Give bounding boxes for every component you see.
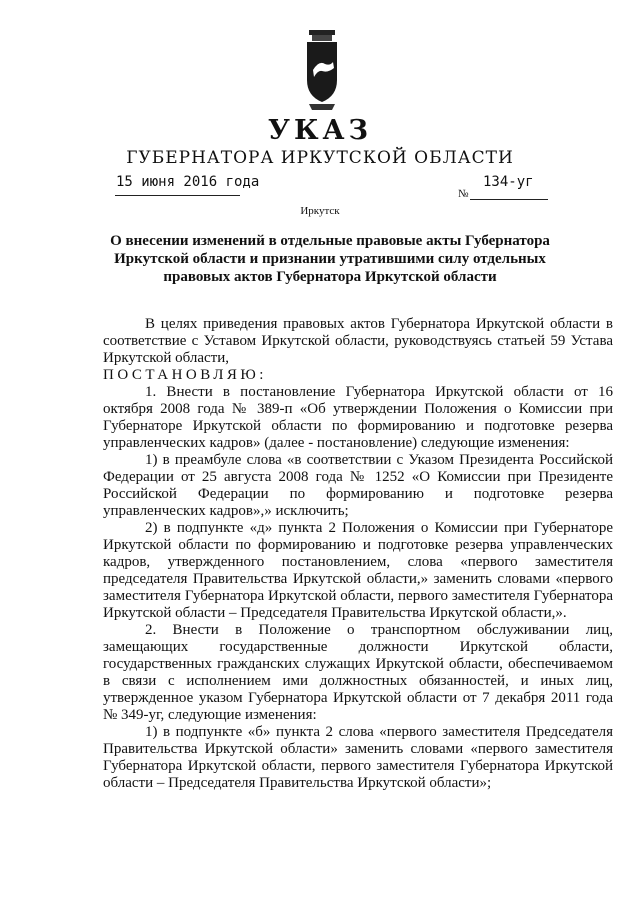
paragraph-1: 1. Внести в постановление Губернатора Иркутской области от 16 октября 2008 года № 389-п «Об утверждении Положения о Комиссии при Губернаторе Иркутской области по формированию и подготовке резерва управленческих кадров» (далее - постановление) следующие изменения:: [103, 384, 613, 451]
paragraph-2-item-1: 1) в подпункте «б» пункта 2 слова «первого заместителя Председателя Правительства Иркутской области» заменить словами «первого заместителя Губернатора Иркутской области, первого заместителя Губернатора Иркутской области – Председателя Правительства Иркутской области»;: [103, 724, 613, 791]
decree-heading: О внесении изменений в отдельные правовые акты Губернатора Иркутской области и признании утратившими силу отдельных правовых актов Губернатора Иркутской области: [110, 233, 550, 285]
decree-number: 134-уг: [483, 174, 534, 190]
decree-word: ПОСТАНОВЛЯЮ:: [103, 367, 267, 383]
issuer-title: ГУБЕРНАТОРА ИРКУТСКОЙ ОБЛАСТИ: [126, 148, 514, 168]
number-sign: №: [458, 188, 469, 200]
decree-date: 15 июня 2016 года: [116, 174, 260, 190]
date-underline: [115, 195, 240, 196]
preamble-paragraph: В целях приведения правовых актов Губернатора Иркутской области в соответствие с Уставом Иркутской области, руководствуясь статьей 59 Устава Иркутской области,: [103, 316, 613, 366]
decree-title: УКАЗ: [268, 115, 372, 146]
decree-body: [103, 316, 613, 792]
coat-of-arms-icon: [301, 30, 343, 110]
city-name: Иркутск: [300, 205, 340, 217]
paragraph-1-item-1: 1) в преамбуле слова «в соответствии с Указом Президента Российской Федерации от 25 августа 2008 года № 1252 «О Комиссии при Президенте Российской Федерации по формированию и подготовке резерва управленческих кадров»,» исключить;: [103, 452, 613, 519]
paragraph-1-item-2: 2) в подпункте «д» пункта 2 Положения о Комиссии при Губернаторе Иркутской области по формированию и подготовке резерва управленческих кадров, утвержденного постановлением, слова «первого заместителя председателя Правительства Иркутской области,» заменить словами «первого заместителя Губернатора Иркутской области, первого заместителя Губернатора Иркутской области – Председателя Правительства Иркутской области,».: [103, 520, 613, 621]
number-underline: [470, 199, 548, 200]
paragraph-2: 2. Внести в Положение о транспортном обслуживании лиц, замещающих государственные должности Иркутской области, государственных гражданских служащих Иркутской области, обеспечиваемом в связи с исполнением ими должностных обязанностей, и иных лиц, утвержденное указом Губернатора Иркутской области от 7 декабря 2011 года № 349-уг, следующие изменения:: [103, 622, 613, 723]
